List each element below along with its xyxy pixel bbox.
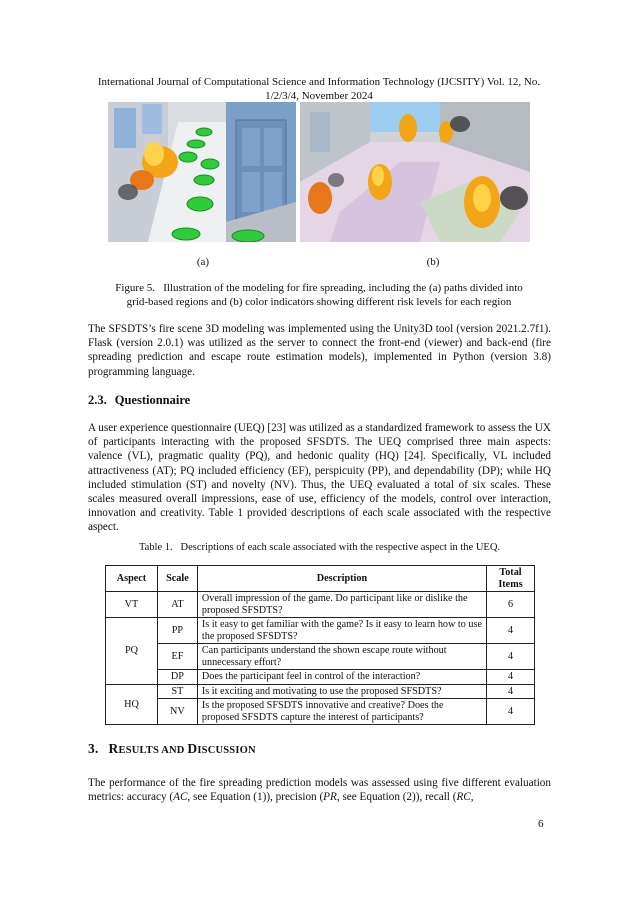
figure-caption-line2: grid-based regions and (b) color indicators showing different risk levels for each region <box>126 296 512 308</box>
scale-cell: ST <box>157 684 197 699</box>
section-number: 3. <box>88 741 99 756</box>
table-row <box>106 670 535 685</box>
section-heading-results <box>88 741 256 757</box>
description-cell: Can participants understand the shown escape route without unnecessary effort? <box>197 644 486 670</box>
ueq-table <box>105 565 535 725</box>
figure-caption-line1: Figure 5. Illustration of the modeling for fire spreading, including the (a) paths divided into <box>115 282 523 294</box>
figure-label-a: (a) <box>196 256 210 268</box>
total-cell: 6 <box>487 592 535 618</box>
table-header-row <box>106 566 535 592</box>
journal-header-line1: International Journal of Computational Science and Information Technology (IJCSITY) Vol. 12, No. <box>97 76 541 88</box>
section-heading-questionnaire <box>88 393 190 408</box>
figure-5b-image <box>300 102 530 242</box>
paragraph-ueq: A user experience questionnaire (UEQ) [23] was utilized as a standardized framework to assess the UX of participants interacting with the proposed SFSDTS. The UEQ comprised three main aspects: valence (VL), pragmatic quality (PQ), and hedonic quality (HQ) [24]. Specifically, VL included attractiveness (AT); PQ included efficiency (EF), perspicuity (PP), and dependability (DP); while HQ included stimulation (ST) and novelty (NV). Thus, the UEQ evaluated a total of six scales. These scales measured overall impressions, ease of use, efficiency of the models, control over interaction, innovation and creativity. Table 1 provided descriptions of each scale associated with the respective aspect. <box>88 422 551 534</box>
figure-5a-image <box>108 102 296 242</box>
journal-header <box>60 75 578 103</box>
aspect-cell: HQ <box>106 684 158 725</box>
description-cell: Is it easy to get familiar with the game? Is it easy to learn how to use the proposed SFSDTS? <box>197 618 486 644</box>
scale-cell: EF <box>157 644 197 670</box>
table-row <box>106 592 535 618</box>
table-row <box>106 699 535 725</box>
total-cell: 4 <box>487 699 535 725</box>
total-cell: 4 <box>487 644 535 670</box>
page-number: 6 <box>538 818 544 830</box>
metric-ac: AC <box>173 791 188 804</box>
title-part: ISCUSSION <box>197 745 256 756</box>
paragraph-results <box>88 776 551 804</box>
title-part: R <box>108 741 119 756</box>
figure-label-b: (b) <box>426 256 440 268</box>
table-row <box>106 684 535 699</box>
metric-rc: RC <box>456 791 471 804</box>
text-run: , see Equation (2)), recall ( <box>336 791 457 804</box>
section-title: Questionnaire <box>114 393 191 407</box>
total-cell: 4 <box>487 684 535 699</box>
scale-cell: DP <box>157 670 197 685</box>
table-row <box>106 644 535 670</box>
text-run: , <box>470 791 474 804</box>
header-total-items: Total Items <box>487 566 535 592</box>
paragraph-implementation: The SFSDTS’s fire scene 3D modeling was implemented using the Unity3D tool (version 2021.2.7f1). Flask (version 2.0.1) was utilized as the server to connect the front-end (viewer) and back-end (fire spreading prediction and escape route estimation models), implemented in Python (version 3.8) programming language. <box>88 323 551 378</box>
table-caption: Table 1. Descriptions of each scale associated with the respective aspect in the UEQ. <box>138 542 501 553</box>
description-cell: Is it exciting and motivating to use the proposed SFSDTS? <box>197 684 486 699</box>
header-description: Description <box>197 566 486 592</box>
scale-cell: AT <box>157 592 197 618</box>
aspect-cell: PQ <box>106 618 158 685</box>
header-scale: Scale <box>157 566 197 592</box>
total-cell: 4 <box>487 618 535 644</box>
title-part: D <box>187 741 198 756</box>
scale-cell: PP <box>157 618 197 644</box>
header-aspect: Aspect <box>106 566 158 592</box>
scale-cell: NV <box>157 699 197 725</box>
text-run: , see Equation (1)), precision ( <box>187 791 324 804</box>
text-run: The performance of the fire spreading prediction models was assessed using five different evaluation metrics: accuracy ( <box>88 777 551 804</box>
description-cell: Is the proposed SFSDTS innovative and creative? Does the proposed SFSDTS capture the interest of participants? <box>197 699 486 725</box>
metric-pr: PR <box>323 791 337 804</box>
table-row <box>106 618 535 644</box>
section-number: 2.3. <box>88 393 107 407</box>
aspect-cell: VT <box>106 592 158 618</box>
total-cell: 4 <box>487 670 535 685</box>
description-cell: Overall impression of the game. Do participant like or dislike the proposed SFSDTS? <box>197 592 486 618</box>
title-part: ESULTS AND <box>118 745 188 756</box>
figure-caption <box>80 281 558 309</box>
description-cell: Does the participant feel in control of the interaction? <box>197 670 486 685</box>
journal-header-line2: 1/2/3/4, November 2024 <box>265 90 373 102</box>
